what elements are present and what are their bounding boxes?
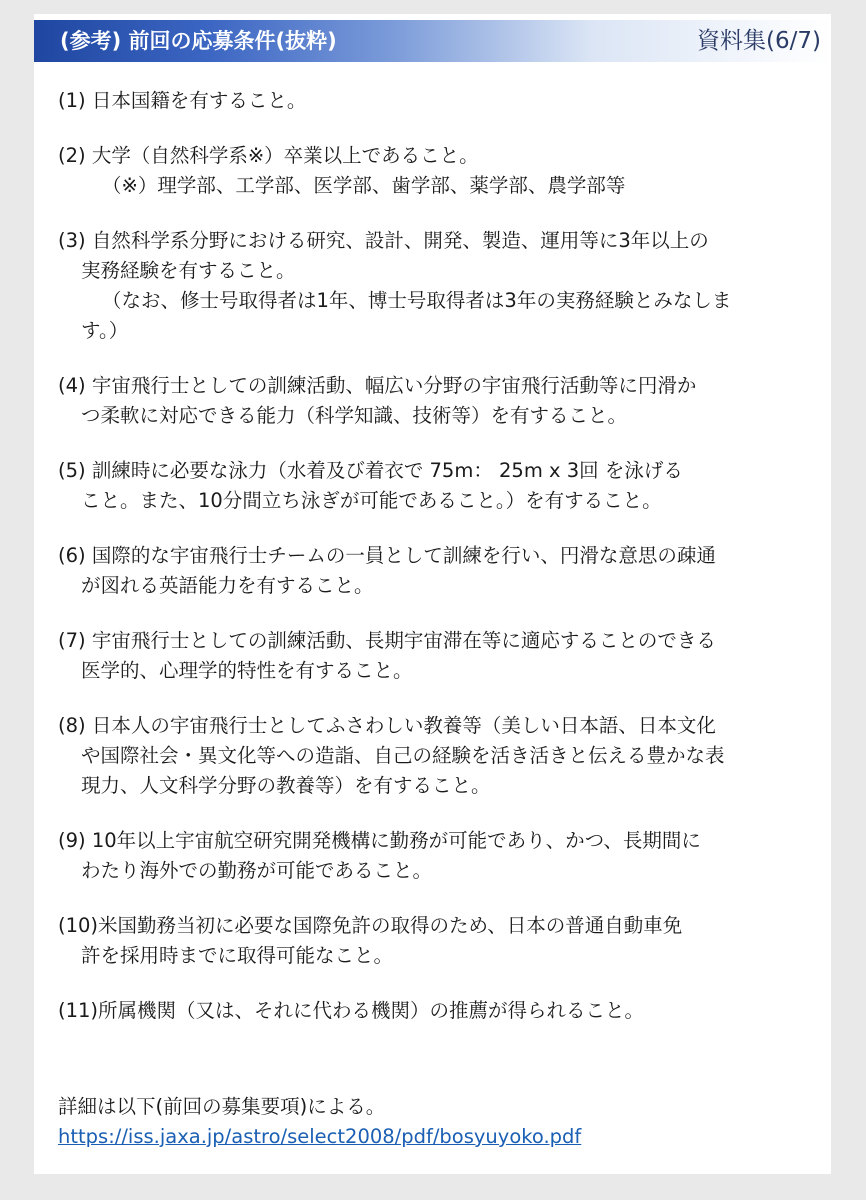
condition-item: [58, 826, 818, 886]
condition-line: 医学的、心理学的特性を有すること。: [81, 659, 413, 682]
condition-line: (11)所属機関（又は、それに代わる機関）の推薦が得られること。: [58, 999, 645, 1022]
condition-item: [58, 86, 818, 116]
condition-note: す。）: [81, 319, 129, 342]
title-bar: [34, 20, 831, 62]
condition-line: つ柔軟に対応できる能力（科学知識、技術等）を有すること。: [81, 404, 628, 427]
condition-line: (8) 日本人の宇宙飛行士としてふさわしい教養等（美しい日本語、日本文化: [58, 714, 716, 737]
condition-line: 現力、人文科学分野の教養等）を有すること。: [81, 774, 491, 797]
condition-line: わたり海外での勤務が可能であること。: [81, 859, 433, 882]
condition-line: (6) 国際的な宇宙飛行士チームの一員として訓練を行い、円滑な意思の疎通: [58, 544, 716, 567]
condition-line: が図れる英語能力を有すること。: [81, 574, 374, 597]
condition-line: や国際社会・異文化等への造詣、自己の経験を活き活きと伝える豊かな表: [81, 744, 725, 767]
condition-item: [58, 626, 818, 686]
condition-line: (9) 10年以上宇宙航空研究開発機構に勤務が可能であり、かつ、長期間に: [58, 829, 701, 852]
condition-line: (4) 宇宙飛行士としての訓練活動、幅広い分野の宇宙飛行活動等に円滑か: [58, 374, 697, 397]
slide-title: (参考) 前回の応募条件(抜粋): [60, 29, 337, 53]
conditions-list: [58, 86, 818, 1051]
condition-note: （※）理学部、工学部、医学部、歯学部、薬学部、農学部等: [102, 174, 626, 197]
condition-item: [58, 141, 818, 201]
condition-item: [58, 541, 818, 601]
condition-item: [58, 911, 818, 971]
footer: [58, 1092, 581, 1152]
condition-line: (3) 自然科学系分野における研究、設計、開発、製造、運用等に3年以上の: [58, 229, 709, 252]
condition-item: [58, 371, 818, 431]
details-text: 詳細は以下(前回の募集要項)による。: [58, 1095, 386, 1118]
condition-line: 許を採用時までに取得可能なこと。: [81, 944, 394, 967]
condition-line: (10)米国勤務当初に必要な国際免許の取得のため、日本の普通自動車免: [58, 914, 683, 937]
condition-line: (1) 日本国籍を有すること。: [58, 89, 307, 112]
condition-note: （なお、修士号取得者は1年、博士号取得者は3年の実務経験とみなしま: [102, 289, 732, 312]
condition-line: こと。また、10分間立ち泳ぎが可能であること。）を有すること。: [81, 489, 662, 512]
condition-item: [58, 226, 818, 346]
condition-line: (2) 大学（自然科学系※）卒業以上であること。: [58, 144, 479, 167]
condition-item: [58, 711, 818, 801]
condition-item: [58, 996, 818, 1026]
slide: [34, 14, 831, 1174]
page-label: 資料集(6/7): [697, 28, 821, 54]
condition-item: [58, 456, 818, 516]
condition-line: (7) 宇宙飛行士としての訓練活動、長期宇宙滞在等に適応することのできる: [58, 629, 716, 652]
condition-line: 実務経験を有すること。: [81, 259, 296, 282]
details-link[interactable]: https://iss.jaxa.jp/astro/select2008/pdf/bosyuyoko.pdf: [58, 1125, 582, 1148]
condition-line: (5) 訓練時に必要な泳力（水着及び着衣で 75m： 25m x 3回 を泳げる: [58, 459, 683, 482]
